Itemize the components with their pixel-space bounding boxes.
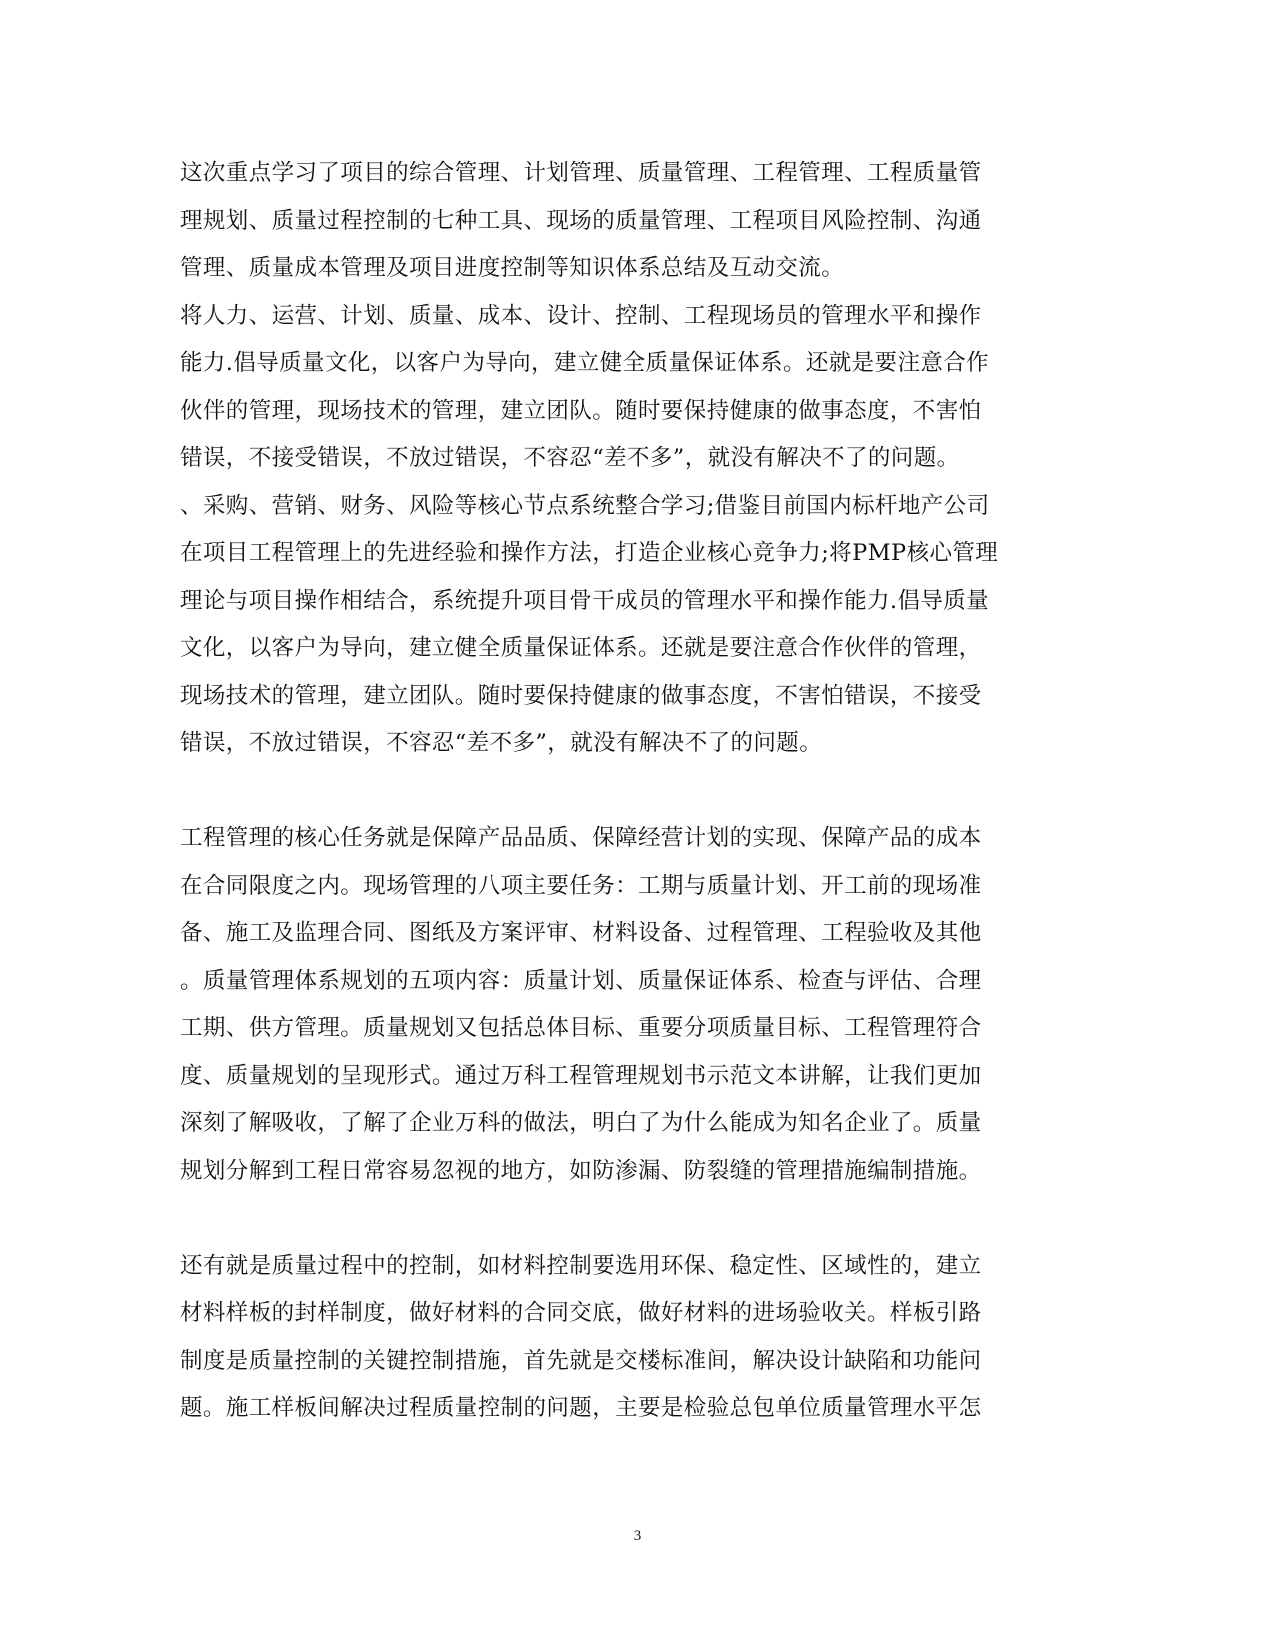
text-line: 在项目工程管理上的先进经验和操作方法，打造企业核心竞争力;将PMP核心管理: [180, 540, 999, 566]
paragraph: [180, 1243, 1060, 1433]
document-body: [180, 150, 1060, 1433]
paragraph: [180, 815, 1060, 1195]
text-line: 错误，不接受错误，不放过错误，不容忍“差不多”，就没有解决不了的问题。: [180, 445, 960, 471]
paragraph: [180, 150, 1060, 768]
text-line: 。质量管理体系规划的五项内容：质量计划、质量保证体系、检查与评估、合理: [180, 967, 982, 994]
text-line: 能力.倡导质量文化，以客户为导向，建立健全质量保证体系。还就是要注意合作: [180, 350, 990, 376]
text-line: 理规划、质量过程控制的七种工具、现场的质量管理、工程项目风险控制、沟通: [180, 207, 982, 234]
text-line: 深刻了解吸收，了解了企业万科的做法，明白了为什么能成为知名企业了。质量: [180, 1110, 982, 1136]
paragraph-spacer: [180, 768, 1060, 816]
text-line: 文化，以客户为导向，建立健全质量保证体系。还就是要注意合作伙伴的管理，: [180, 635, 982, 661]
text-line: 工程管理的核心任务就是保障产品品质、保障经营计划的实现、保障产品的成本: [180, 825, 982, 851]
text-line: 备、施工及监理合同、图纸及方案评审、材料设备、过程管理、工程验收及其他: [180, 920, 982, 946]
text-line: 题。施工样板间解决过程质量控制的问题，主要是检验总包单位质量管理水平怎: [180, 1395, 982, 1421]
text-line: 理论与项目操作相结合，系统提升项目骨干成员的管理水平和操作能力.倡导质量: [180, 587, 990, 614]
text-line: 制度是质量控制的关键控制措施，首先就是交楼标准间，解决设计缺陷和功能问: [180, 1347, 982, 1374]
text-line: 、采购、营销、财务、风险等核心节点系统整合学习;借鉴目前国内标杆地产公司: [180, 492, 990, 519]
text-line: 材料样板的封样制度，做好材料的合同交底，做好材料的进场验收关。样板引路: [180, 1300, 982, 1326]
text-line: 还有就是质量过程中的控制，如材料控制要选用环保、稳定性、区域性的，建立: [180, 1252, 982, 1279]
text-line: 规划分解到工程日常容易忽视的地方，如防渗漏、防裂缝的管理措施编制措施。: [180, 1157, 982, 1184]
text-line: 在合同限度之内。现场管理的八项主要任务：工期与质量计划、开工前的现场准: [180, 872, 982, 899]
page-number: 3: [633, 1528, 642, 1544]
paragraph-spacer: [180, 1195, 1060, 1243]
text-line: 工期、供方管理。质量规划又包括总体目标、重要分项质量目标、工程管理符合: [180, 1015, 982, 1041]
text-line: 度、质量规划的呈现形式。通过万科工程管理规划书示范文本讲解，让我们更加: [180, 1062, 982, 1089]
text-line: 管理、质量成本管理及项目进度控制等知识体系总结及互动交流。: [180, 255, 845, 281]
text-line: 现场技术的管理，建立团队。随时要保持健康的做事态度，不害怕错误，不接受: [180, 682, 982, 709]
text-line: 伙伴的管理，现场技术的管理，建立团队。随时要保持健康的做事态度，不害怕: [180, 397, 982, 424]
text-line: 将人力、运营、计划、质量、成本、设计、控制、工程现场员的管理水平和操作: [180, 302, 982, 329]
text-line: 这次重点学习了项目的综合管理、计划管理、质量管理、工程管理、工程质量管: [180, 160, 982, 186]
text-line: 错误，不放过错误，不容忍“差不多”，就没有解决不了的问题。: [180, 730, 823, 756]
